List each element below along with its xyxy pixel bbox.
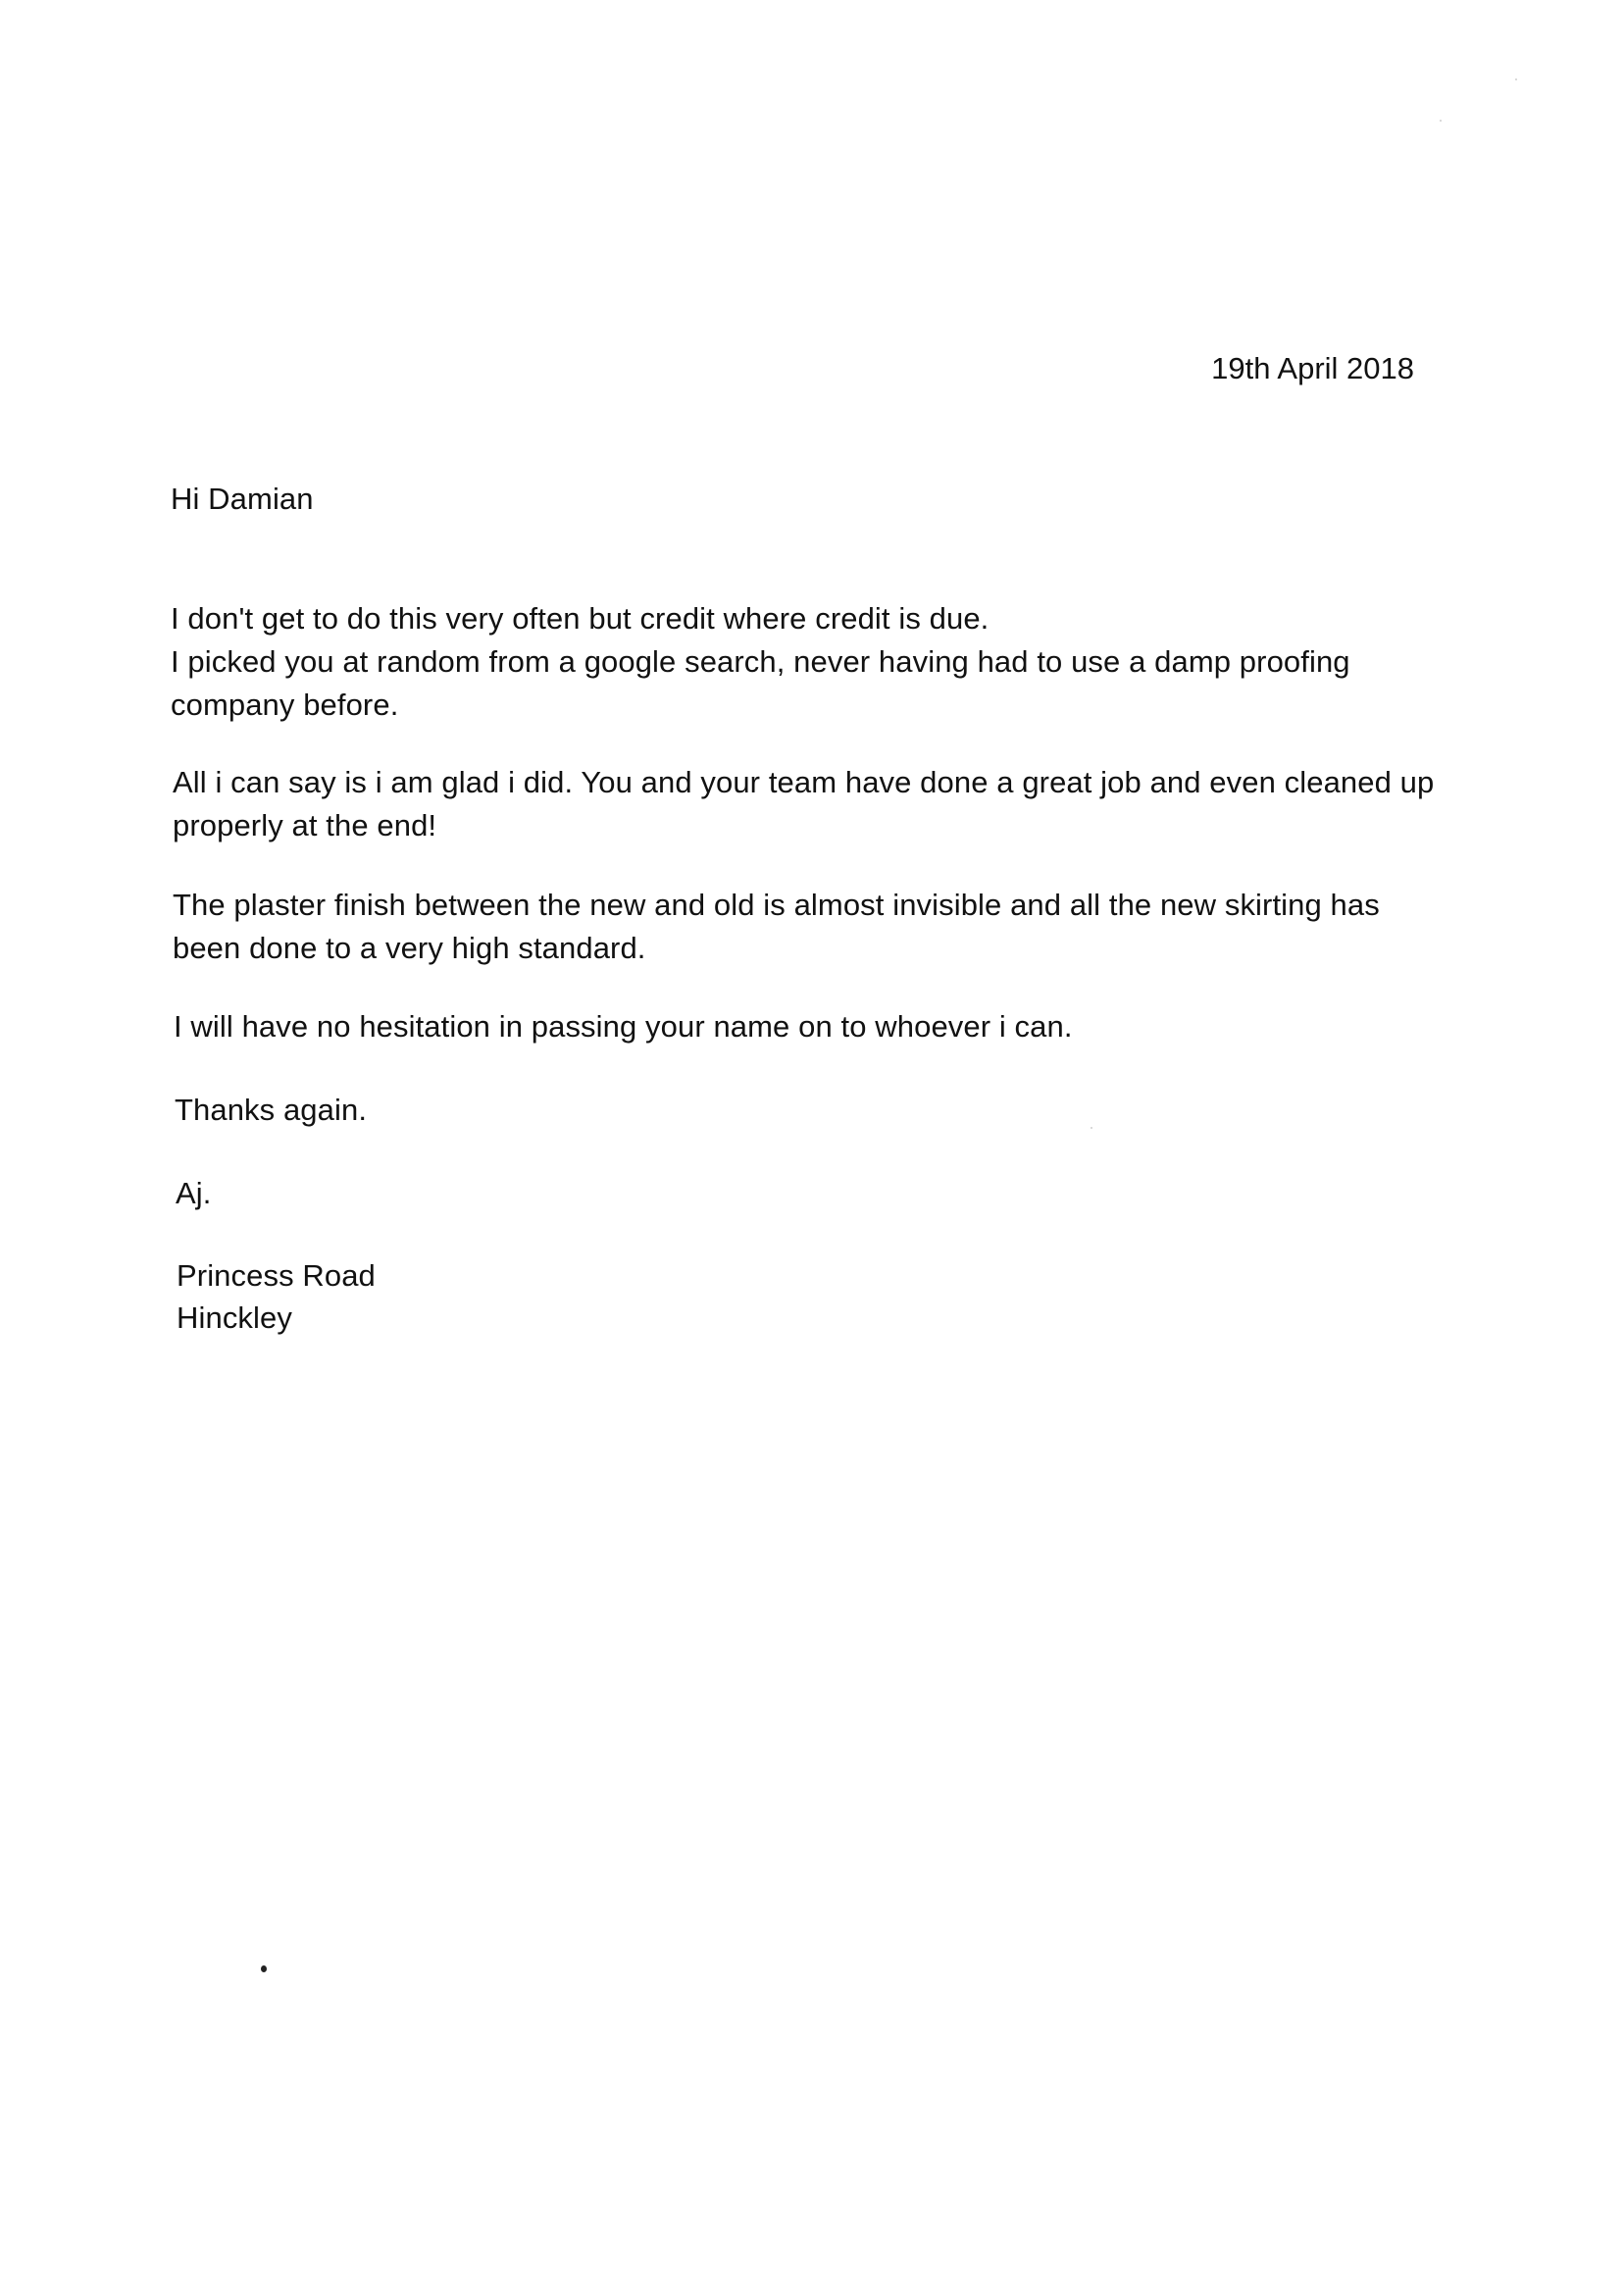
paragraph-2-line-1: All i can say is i am glad i did. You and your team have done a great job and even cleaned up (173, 765, 1435, 799)
signature: Aj. (176, 1176, 212, 1210)
closing: Thanks again. (175, 1093, 368, 1127)
paragraph-1-line-2: I picked you at random from a google search, never having had to use a damp proofing (171, 644, 1350, 679)
paragraph-1-line-3: company before. (171, 688, 399, 722)
address-town: Hinckley (177, 1300, 292, 1335)
address-street: Princess Road (177, 1258, 376, 1293)
paragraph-4: I will have no hesitation in passing your name on to whoever i can. (174, 1009, 1073, 1044)
paragraph-1-line-1: I don't get to do this very often but credit where credit is due. (171, 601, 990, 636)
letter-date: 19th April 2018 (1211, 351, 1414, 385)
greeting: Hi Damian (171, 482, 314, 516)
scan-speck (261, 1965, 267, 1972)
scan-dust (1440, 120, 1442, 122)
paragraph-2-line-2: properly at the end! (173, 808, 437, 842)
paragraph-3-line-2: been done to a very high standard. (173, 931, 646, 965)
paragraph-3-line-1: The plaster finish between the new and old is almost invisible and all the new skirting has (173, 888, 1380, 922)
scan-dust (1091, 1127, 1092, 1129)
scan-dust (1515, 78, 1517, 80)
